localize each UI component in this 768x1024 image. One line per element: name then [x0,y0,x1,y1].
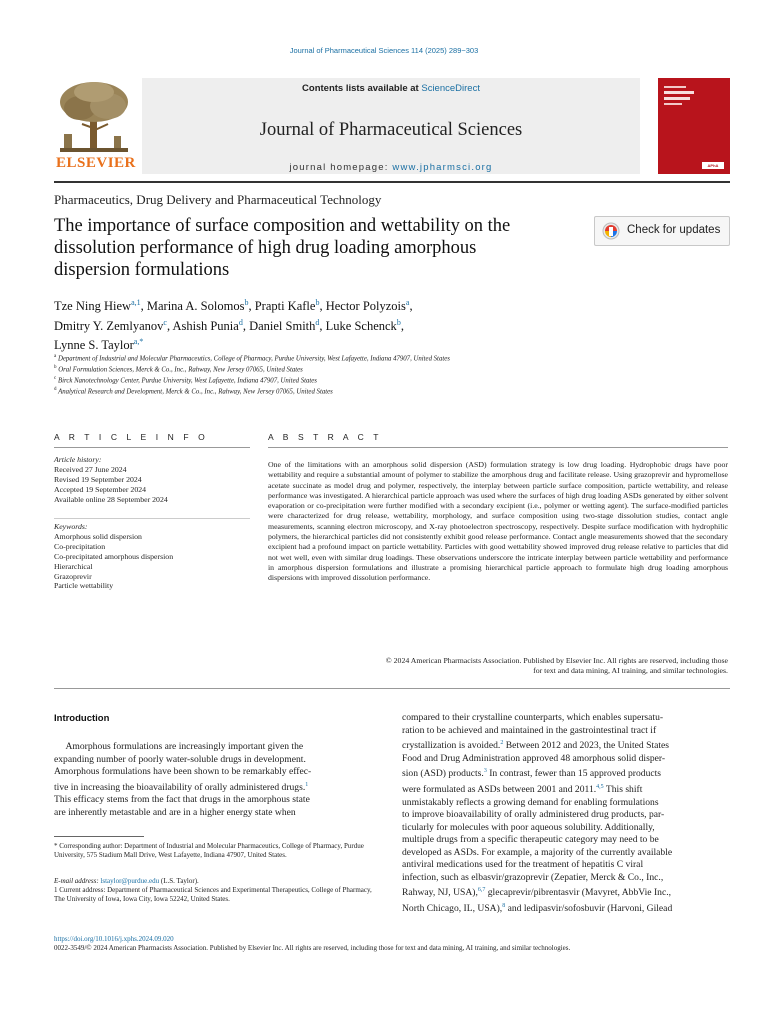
copyright-line: © 2024 American Pharmacists Association. Published by Elsevier Inc. All rights are reserved, including those [385,656,728,665]
abstract-rule [268,447,728,448]
affiliation-text: Department of Industrial and Molecular Pharmaceutics, College of Pharmacy, Purdue University, West Lafayette, Indiana 47907, United States [57,355,450,363]
keyword: Amorphous solid dispersion [54,531,142,541]
author-name[interactable]: Daniel Smith [249,318,316,333]
author-sup[interactable]: b [244,298,249,307]
journal-header [54,70,730,178]
reference-link[interactable]: 4,5 [596,783,604,790]
intro-line [402,884,728,900]
intro-text: sion (ASD) products. [402,768,484,780]
contents-line [142,83,640,94]
check-for-updates-button[interactable] [594,216,730,246]
intro-text: This shift [603,784,643,796]
copyright-line: for text and data mining, AI training, and similar technologies. [533,666,728,676]
sciencedirect-link[interactable]: ScienceDirect [421,83,480,94]
reference-link[interactable]: 8 [502,902,506,909]
intro-left-column [54,741,380,819]
keyword: Particle wettability [54,581,114,591]
author-name[interactable]: Hector Polyzois [325,299,406,314]
keyword: Co-precipitation [54,541,106,551]
contents-prefix: Contents lists available at [302,83,422,94]
intro-line: antiviral medications used for the treatment of hepatitis C viral [402,859,644,871]
intro-line: to improve bioavailability of orally administered drug products, par- [402,809,665,821]
author-sep: , [248,299,255,314]
email-suffix: (L.S. Taylor). [159,877,199,885]
affiliation-sup: a [54,354,57,359]
affiliation-text: Birck Nanotechnology Center, Purdue University, West Lafayette, Indiana 47907, United States [57,377,317,385]
footnote-rule [54,836,144,837]
reference-link[interactable]: 6,7 [477,887,486,894]
title-line: The importance of surface composition and wettability on the [54,216,511,236]
affiliation-sup: c [54,376,57,381]
keyword: Grazoprevir [54,571,92,581]
author-sup[interactable]: a [405,298,410,307]
homepage-link[interactable]: www.jpharmsci.org [392,162,493,173]
elsevier-logo[interactable] [54,78,134,174]
journal-cover[interactable] [658,78,730,174]
intro-text: were formulated as ASDs between 2001 and 2011. [402,784,597,796]
article-section: Pharmaceutics, Drug Delivery and Pharmaceutical Technology [54,192,382,207]
article-info-heading: A R T I C L E I N F O [54,432,209,442]
intro-text: glecaprevir/pibrentasvir (Mavyret, AbbVie Inc., [485,887,671,899]
intro-line: infection, such as elbasvir/grazoprevir (Zepatier, Merck & Co., Inc., [402,871,664,883]
abstract-heading: A B S T R A C T [268,432,383,442]
doi-link[interactable]: https://doi.org/10.1016/j.xphs.2024.09.020 [54,935,174,943]
abstract-text: One of the limitations with an amorphous solid dispersion (ASD) formulation strategy is low drug loading. Hydrophobic drugs have poor wettability and require a substantial amount of polymer to stabilize the amorphous drug and facilitate release. Using grazoprevir and hypromellose acetate succinate as model drug and polymer, respectively, the interplay between particle surface composition, particle wettability, and release performance was investigated. A hierarchical particle approach was used where the surfaces of high drug loading ASDs generated by either solvent evaporation or co-precipitation were further modified with a secondary excipient (i.e., polymer or wetting agent). The surface-modified particles were characterized for drug release, wettability, morphology, and surface composition using two-stage dissolution studies, contact angle measurements, scanning electron microscopy, and X-ray photoelectron spectroscopy, respectively. Despite surface modification with hydrophilic polymers, the hierarchical particles did not consistently exhibit good release performance. Contact angle measurements showed that the secondary excipient had a profound impact on particle wettability. Particles with good wettability showed improved drug release relative to particles that did not wet well, even with similar drug loadings. These observations underscore the intricate interplay between particle wettability and performance in amorphous dispersion formulations and illustrate a promising hierarchical particle approach to formulate high drug loading amorphous dispersions with improved dissolution performance. [268,460,728,583]
email-label: E-mail address: [54,877,101,885]
journal-citation[interactable]: Journal of Pharmaceutical Sciences 114 (2025) 289−303 [289,46,479,55]
author-name[interactable]: Dmitry Y. Zemlyanov [54,318,164,333]
affiliation-text: Oral Formulation Sciences, Merck & Co., Inc., Rahway, New Jersey 07065, United States [58,366,303,374]
intro-line: unmistakably reflects a growing demand for enabling formulations [402,796,659,808]
intro-line: Amorphous formulations are increasingly important given the [54,741,304,752]
intro-line: ticularly for molecules with poor aqueous solubility. Additionally, [402,821,655,833]
author-sup[interactable]: d [315,317,320,327]
history-item: Received 27 June 2024 [54,464,127,474]
author-sup[interactable]: b [315,298,320,307]
author-sep: , [400,318,404,333]
intro-line: expanding number of poorly water-soluble drugs in development. [54,753,306,765]
author-name[interactable]: Prapti Kafle [254,299,316,314]
intro-text: In contrast, fewer than 15 approved products [486,768,662,780]
intro-line: multiple drugs from a specific therapeutic category may need to be [402,834,659,846]
journal-panel [142,78,640,174]
reference-link[interactable]: 1 [305,781,309,788]
crossmark-icon [601,222,621,240]
issn-line: 0022-3549/© 2024 American Pharmacists Association. Published by Elsevier Inc. All rights are reserved, including those for text and data mining, AI training, and similar technologies. [54,944,571,952]
publisher-name: ELSEVIER [56,155,136,171]
author-sep: , [166,318,173,333]
article-history [54,455,254,505]
elsevier-tree-icon [54,78,134,156]
intro-line: Amorphous formulations have been shown to be remarkably effec- [54,766,312,777]
journal-title: Journal of Pharmaceutical Sciences [259,120,523,140]
author-sup[interactable]: a,* [133,337,144,347]
author-sep: , [319,299,326,314]
intro-text: crystallization is avoided. [402,740,501,752]
info-divider [54,518,250,519]
check-updates-label: Check for updates [627,224,721,236]
corresponding-author-note: * Corresponding author: Department of Industrial and Molecular Pharmaceutics, College of Pharmacy, Purdue University, 575 Stadium Mall Drive, West Lafayette, Indiana 47907, United States. [54,842,364,860]
article-info-rule [54,447,250,448]
reference-link[interactable]: 3 [483,768,487,775]
abstract-bottom-rule [54,688,730,689]
abstract-copyright [268,656,728,677]
author-sup[interactable]: c [163,317,167,327]
history-item: Accepted 19 September 2024 [54,484,147,494]
author-sup[interactable]: d [238,317,243,327]
keywords [54,522,254,591]
affiliation [54,354,654,362]
intro-line: ration to be achieved and maintained in the gastrointestinal tract if [402,724,657,736]
author-name[interactable]: Lynne S. Taylor [54,338,134,353]
intro-line: compared to their crystalline counterparts, which enables supersatu- [402,712,664,723]
affiliation [54,365,654,373]
article-title [54,215,564,281]
intro-text: tive in increasing the bioavailability of orally administered drugs. [54,781,306,793]
author-name[interactable]: Luke Schenck [325,318,397,333]
intro-line [54,779,380,795]
author-sep: , [140,299,147,314]
homepage-line [142,162,640,173]
email-note [54,877,380,886]
intro-line [402,781,728,797]
author-name[interactable]: Marina A. Solomos [146,299,245,314]
email-link[interactable]: lstaylor@purdue.edu [100,877,160,885]
intro-line: This efficacy stems from the fact that drugs in the amorphous state [54,794,310,806]
author-sup[interactable]: a,1 [131,298,141,307]
intro-line [402,765,728,781]
homepage-prefix: journal homepage: [289,162,393,173]
intro-text: North Chicago, IL, USA), [402,902,503,914]
author-sep: , [319,318,326,333]
affiliation-text: Analytical Research and Development, Merck & Co., Inc., Rahway, New Jersey 07065, United States [58,388,333,396]
author-name[interactable]: Ashish Punia [172,318,239,333]
intro-line: are inherently metastable and are in a higher energy state when [54,806,296,818]
current-address-note: 1 Current address: Department of Pharmaceutical Sciences and Experimental Therapeutics, College of Pharmacy, The University of Iowa, Iowa City, Iowa 52242, United States. [54,886,372,904]
keyword: Co-precipitated amorphous dispersion [54,551,174,561]
history-item: Revised 19 September 2024 [54,474,142,484]
intro-text: and ledipasvir/sofosbuvir (Harvoni, Gilead [505,902,673,914]
intro-line [402,737,728,753]
title-line: dispersion formulations [54,260,230,280]
intro-text: Between 2012 and 2023, the United States [503,740,670,752]
history-label: Article history: [54,455,102,464]
intro-line [402,900,728,916]
reference-link[interactable]: 2 [500,740,504,746]
author-list [54,295,554,354]
author-name[interactable]: Tze Ning Hiew [54,299,132,314]
apha-badge: APhA [702,162,724,169]
affiliation [54,387,654,395]
title-line: dissolution performance of high drug loading amorphous [54,238,477,258]
keyword: Hierarchical [54,561,93,571]
author-sep: , [242,318,250,333]
affiliation [54,376,654,384]
affiliation-sup: b [54,365,57,370]
history-item: Available online 28 September 2024 [54,494,168,504]
author-sep: , [409,299,413,314]
affiliation-sup: d [54,387,57,392]
introduction-heading: Introduction [54,713,110,724]
keywords-label: Keywords: [54,522,88,531]
author-sup[interactable]: b [396,317,401,327]
intro-right-column [402,712,728,915]
header-rule [54,181,730,183]
intro-line: Food and Drug Administration approved 48 amorphous solid disper- [402,752,666,764]
intro-text: Rahway, NJ, USA), [402,887,478,899]
cover-masthead-icon [664,86,698,108]
intro-line: developed as ASDs. For example, a majority of the currently available [402,846,673,858]
doi-line [54,935,730,944]
